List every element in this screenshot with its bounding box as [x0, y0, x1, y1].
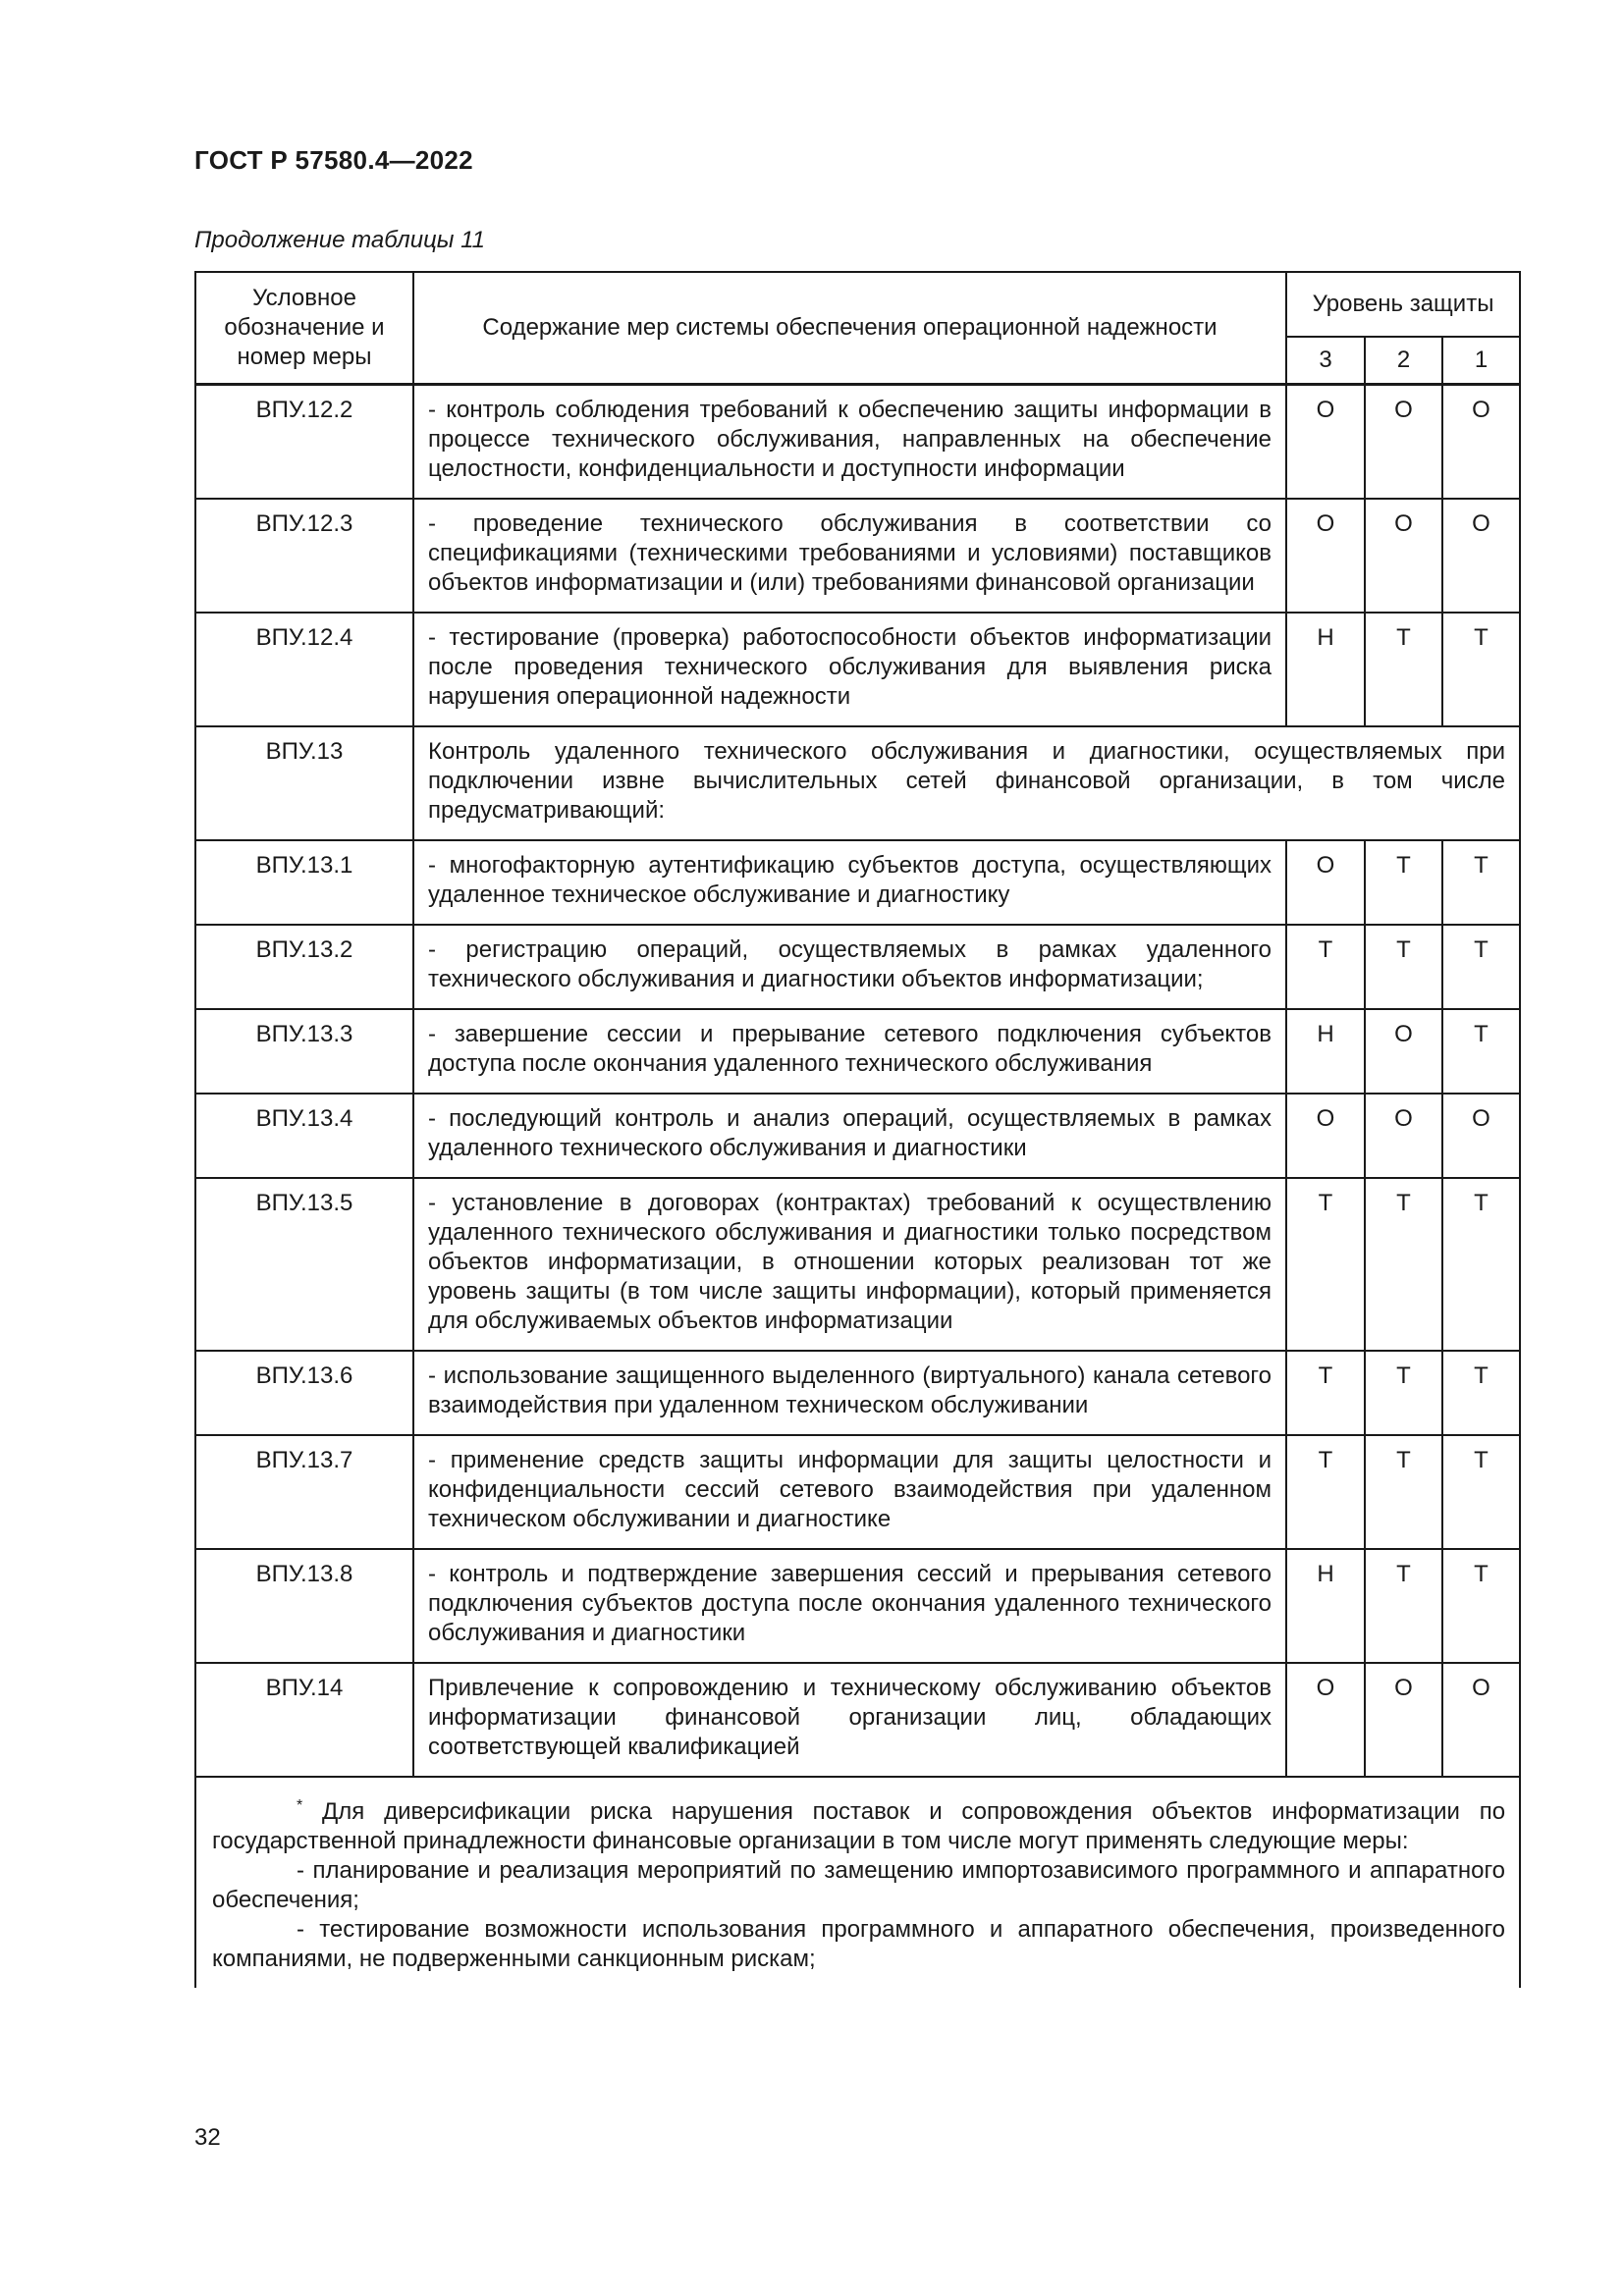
measure-text: Привлечение к сопровождению и техническому обслуживанию объектов информатизации финансовой организации лиц, обладающих соответствующей квалификацией [413, 1663, 1286, 1777]
measure-code: ВПУ.13.2 [195, 925, 413, 1009]
measure-text: - завершение сессии и прерывание сетевого подключения субъектов доступа после окончания удаленного технического обслуживания [413, 1009, 1286, 1094]
level-2-value: Т [1365, 613, 1442, 726]
level-1-value: О [1442, 499, 1520, 613]
measure-code: ВПУ.12.3 [195, 499, 413, 613]
table-row [195, 925, 1520, 1009]
footnote-row [195, 1777, 1520, 1988]
measure-text: - проведение технического обслуживания в соответствии со спецификациями (техническими требованиями и условиями) поставщиков объектов информатизации и (или) требованиями финансовой организации [413, 499, 1286, 613]
level-1-value: Т [1442, 1549, 1520, 1663]
level-3-value: Н [1286, 1009, 1365, 1094]
document-code: ГОСТ Р 57580.4—2022 [194, 145, 473, 175]
measure-text: - последующий контроль и анализ операций, осуществляемых в рамках удаленного технического обслуживания и диагностики [413, 1094, 1286, 1178]
measure-code: ВПУ.14 [195, 1663, 413, 1777]
table-row [195, 613, 1520, 726]
level-2-value: Т [1365, 925, 1442, 1009]
level-3-value: Н [1286, 613, 1365, 726]
measure-code: ВПУ.13 [195, 726, 413, 840]
level-1-value: О [1442, 1663, 1520, 1777]
level-3-value: Т [1286, 1178, 1365, 1351]
header-content: Содержание мер системы обеспечения операционной надежности [413, 272, 1286, 385]
measure-code: ВПУ.13.8 [195, 1549, 413, 1663]
measure-text: - тестирование (проверка) работоспособности объектов информатизации после проведения технического обслуживания для выявления риска нарушения операционной надежности [413, 613, 1286, 726]
table-row [195, 1009, 1520, 1094]
measure-code: ВПУ.13.3 [195, 1009, 413, 1094]
level-3-value: Т [1286, 1351, 1365, 1435]
level-3-value: Т [1286, 1435, 1365, 1549]
measure-text: Контроль удаленного технического обслуживания и диагностики, осуществляемых при подключении извне вычислительных сетей финансовой организации, в том числе предусматривающий: [413, 726, 1520, 840]
measure-text: - контроль и подтверждение завершения сессий и прерывания сетевого подключения субъектов доступа после окончания удаленного технического обслуживания и диагностики [413, 1549, 1286, 1663]
level-2-value: Т [1365, 1178, 1442, 1351]
level-1-value: О [1442, 385, 1520, 500]
table-row [195, 1351, 1520, 1435]
table-row [195, 726, 1520, 840]
level-2-value: Т [1365, 1351, 1442, 1435]
level-1-value: О [1442, 1094, 1520, 1178]
level-3-value: Н [1286, 1549, 1365, 1663]
level-2-value: О [1365, 385, 1442, 500]
level-3-value: О [1286, 385, 1365, 500]
table-row [195, 1178, 1520, 1351]
header-protection-level: Уровень защиты [1286, 272, 1520, 337]
level-2-value: Т [1365, 1435, 1442, 1549]
table-row [195, 1549, 1520, 1663]
level-2-value: О [1365, 1663, 1442, 1777]
footnote-paragraph: - планирование и реализация мероприятий по замещению импортозависимого программного и аппаратного обеспечения; [212, 1857, 1506, 1913]
level-3-value: Т [1286, 925, 1365, 1009]
measure-text: - использование защищенного выделенного (виртуального) канала сетевого взаимодействия при удаленном техническом обслуживании [413, 1351, 1286, 1435]
level-3-value: О [1286, 840, 1365, 925]
measure-text: - многофакторную аутентификацию субъектов доступа, осуществляющих удаленное техническое обслуживание и диагностику [413, 840, 1286, 925]
table-footnote [195, 1777, 1520, 1988]
header-level-1: 1 [1442, 337, 1520, 385]
level-2-value: Т [1365, 840, 1442, 925]
level-1-value: Т [1442, 1178, 1520, 1351]
measure-code: ВПУ.13.1 [195, 840, 413, 925]
footnote-marker: * [297, 1797, 303, 1814]
level-1-value: Т [1442, 1435, 1520, 1549]
level-1-value: Т [1442, 1009, 1520, 1094]
footnote-paragraph: - тестирование возможности использования программного и аппаратного обеспечения, произведенного компаниями, не подверженными санкционным рискам; [212, 1916, 1506, 1972]
measure-code: ВПУ.13.5 [195, 1178, 413, 1351]
table-row [195, 1663, 1520, 1777]
table-row [195, 385, 1520, 500]
level-3-value: О [1286, 1663, 1365, 1777]
measure-code: ВПУ.13.7 [195, 1435, 413, 1549]
measure-code: ВПУ.13.4 [195, 1094, 413, 1178]
level-3-value: О [1286, 499, 1365, 613]
measure-text: - регистрацию операций, осуществляемых в рамках удаленного технического обслуживания и диагностики объектов информатизации; [413, 925, 1286, 1009]
table-row [195, 499, 1520, 613]
table-row [195, 840, 1520, 925]
table-row [195, 1435, 1520, 1549]
measure-text: - применение средств защиты информации для защиты целостности и конфиденциальности сессий сетевого взаимодействия при удаленном техническом обслуживании и диагностике [413, 1435, 1286, 1549]
level-2-value: Т [1365, 1549, 1442, 1663]
level-1-value: Т [1442, 840, 1520, 925]
table-row [195, 1094, 1520, 1178]
footnote-paragraph [212, 1791, 1505, 1856]
level-3-value: О [1286, 1094, 1365, 1178]
measures-table [194, 271, 1521, 1988]
page-number: 32 [194, 2124, 221, 2151]
measure-text: - установление в договорах (контрактах) требований к осуществлению удаленного технического обслуживания и диагностики только посредством объектов информатизации, в отношении которых реализован тот же уровень защиты (в том числе защиты информации), который применяется для обслуживаемых объектов информатизации [413, 1178, 1286, 1351]
measure-code: ВПУ.12.4 [195, 613, 413, 726]
footnote-text: Для диверсификации риска нарушения поставок и сопровождения объектов информатизации по государственной принадлежности финансовые организации в том числе могут применять следующие меры: [212, 1798, 1506, 1854]
measure-code: ВПУ.13.6 [195, 1351, 413, 1435]
level-2-value: О [1365, 1009, 1442, 1094]
header-level-3: 3 [1286, 337, 1365, 385]
measure-text: - контроль соблюдения требований к обеспечению защиты информации в процессе технического обслуживания, направленных на обеспечение целостности, конфиденциальности и доступности информации [413, 385, 1286, 500]
table-caption: Продолжение таблицы 11 [194, 227, 486, 253]
header-code: Условное обозначение и номер меры [195, 272, 413, 385]
header-level-2: 2 [1365, 337, 1442, 385]
measure-code: ВПУ.12.2 [195, 385, 413, 500]
level-2-value: О [1365, 499, 1442, 613]
level-1-value: Т [1442, 925, 1520, 1009]
level-2-value: О [1365, 1094, 1442, 1178]
level-1-value: Т [1442, 1351, 1520, 1435]
level-1-value: Т [1442, 613, 1520, 726]
